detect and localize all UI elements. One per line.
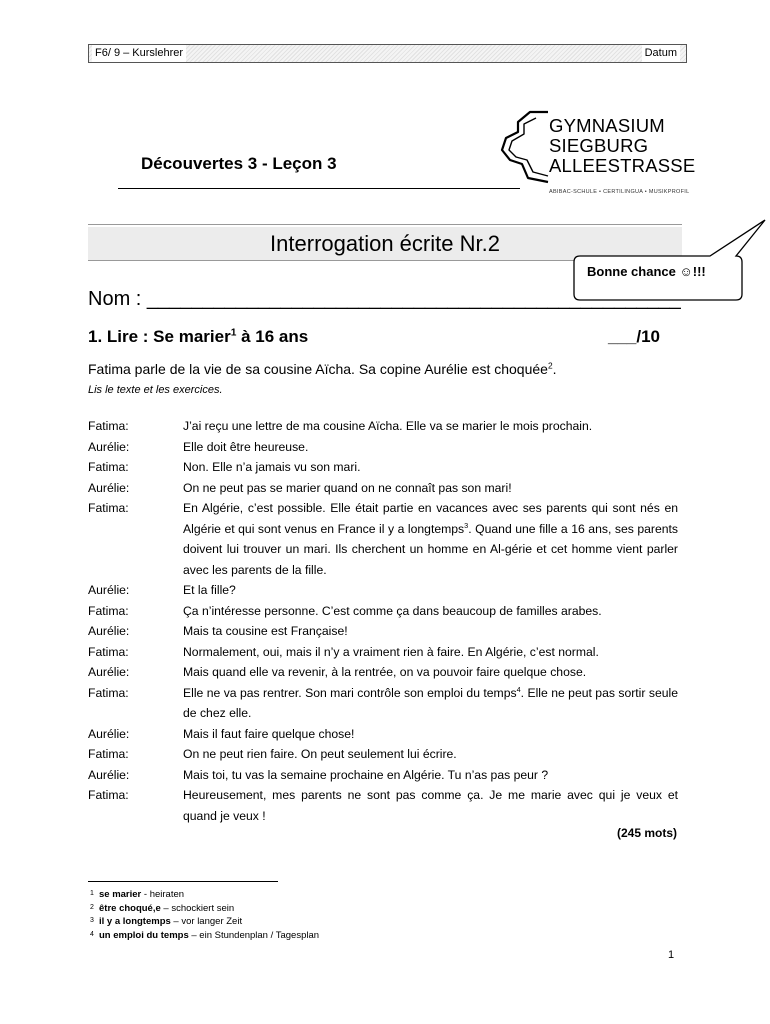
footnote-number: 2 xyxy=(90,903,94,911)
name-field-label: Nom : ________________________________________________ xyxy=(88,288,681,310)
dialog-utterance: Mais il faut faire quelque chose! xyxy=(183,726,355,741)
speaker-name: Aurélie: xyxy=(88,767,130,782)
dialog-line xyxy=(88,437,678,458)
dialog-line xyxy=(88,724,678,745)
footnote xyxy=(90,888,319,902)
course-title: Découvertes 3 - Leçon 3 xyxy=(141,154,337,173)
header-date-label: Datum xyxy=(642,45,680,62)
exam-title-banner: Interrogation écrite Nr.2 xyxy=(88,227,682,261)
dialog-line xyxy=(88,744,678,765)
logo-line-1: GYMNASIUM xyxy=(549,115,665,136)
intro-text: Fatima parle de la vie de sa cousine Aïcha. Sa copine Aurélie est choquée xyxy=(88,361,548,377)
dialog-utterance: Normalement, oui, mais il n’y a vraiment rien à faire. En Algérie, c’est normal. xyxy=(183,644,599,659)
utterance-part: . Quand une fille a 16 ans, ses parents doivent lui trouver un mari. Ils cherchent un homme en Al-gérie et cet homme vient parler avec les parents de la fille. xyxy=(183,521,678,577)
footnote-term: être choqué,e xyxy=(99,902,161,914)
footnote-gloss: – ein Stundenplan / Tagesplan xyxy=(188,929,320,941)
footnotes xyxy=(90,888,319,942)
word-count: (245 mots) xyxy=(616,826,677,840)
speaker-name: Fatima: xyxy=(88,603,129,618)
page-number: 1 xyxy=(668,949,675,961)
speaker-name: Fatima: xyxy=(88,644,129,659)
section-title-text-end: à 16 ans xyxy=(236,327,309,346)
dialog-utterance xyxy=(183,683,678,724)
speaker-name: Aurélie: xyxy=(88,624,130,638)
dialog-utterance: Elle doit être heureuse. xyxy=(183,439,309,454)
utterance-part: . Elle ne peut pas sortir seule de chez elle. xyxy=(183,685,679,720)
dialog-utterance: J’ai reçu une lettre de ma cousine Aïcha. Elle va se marier le mois prochain. xyxy=(183,419,593,433)
footnote-number: 4 xyxy=(90,930,94,938)
header-course-label: F6/ 9 – Kurslehrer xyxy=(92,45,186,62)
footnote-gloss: – vor langer Zeit xyxy=(170,916,243,928)
speaker-name: Aurélie: xyxy=(88,726,130,741)
dialog-utterance: Ça n’intéresse personne. C’est comme ça dans beaucoup de familles arabes. xyxy=(183,603,602,618)
section-title-text: 1. Lire : Se marier xyxy=(88,327,231,346)
logo-line-2: SIEGBURG xyxy=(549,135,649,156)
dialog-utterance: Mais toi, tu vas la semaine prochaine en Algérie. Tu n’as pas peur ? xyxy=(183,767,549,782)
speaker-name: Fatima: xyxy=(88,685,129,700)
dialog-line xyxy=(88,457,678,478)
dialog-utterance: Mais quand elle va revenir, à la rentrée, on va pouvoir faire quelque chose. xyxy=(183,665,587,679)
dialog-line xyxy=(88,642,678,663)
speaker-name: Aurélie: xyxy=(88,439,130,454)
course-title-underline xyxy=(118,188,520,189)
school-logo-text xyxy=(549,116,695,176)
section-title-footnote-ref: 1 xyxy=(230,327,237,339)
speaker-name: Aurélie: xyxy=(88,583,130,597)
dialog-line xyxy=(88,765,678,786)
intro-footnote-ref: 2 xyxy=(547,360,553,371)
footnote-rule xyxy=(88,881,278,882)
dialog-utterance: Et la fille? xyxy=(183,583,236,597)
dialog-utterance: On ne peut pas se marier quand on ne connaît pas son mari! xyxy=(183,480,512,495)
utterance-part: Elle ne va pas rentrer. Son mari contrôle son emploi du temps xyxy=(183,685,517,700)
instruction-text: Lis le texte et les exercices. xyxy=(88,384,223,396)
speech-bubble-text: Bonne chance ☺!!! xyxy=(587,264,706,279)
dialog-line xyxy=(88,601,678,622)
dialog-text xyxy=(88,416,678,826)
dialog-utterance: On ne peut rien faire. On peut seulement lui écrire. xyxy=(183,747,457,761)
footnote-ref: 3 xyxy=(464,520,469,530)
footnote xyxy=(90,929,319,943)
footnote xyxy=(90,915,319,929)
dialog-line xyxy=(88,416,678,437)
dialog-line xyxy=(88,662,678,683)
dialog-line xyxy=(88,478,678,499)
section-score: ___/10 xyxy=(608,327,660,346)
school-logo-icon xyxy=(496,108,556,188)
footnote-ref: 4 xyxy=(516,684,521,694)
speaker-name: Aurélie: xyxy=(88,665,130,679)
dialog-utterance: Mais ta cousine est Française! xyxy=(183,624,348,638)
dialog-line xyxy=(88,621,678,642)
page-header-bar xyxy=(88,44,687,63)
speaker-name: Fatima: xyxy=(88,788,129,802)
speaker-name: Fatima: xyxy=(88,419,129,433)
speaker-name: Fatima: xyxy=(88,501,129,515)
speaker-name: Fatima: xyxy=(88,460,129,474)
speaker-name: Aurélie: xyxy=(88,480,130,495)
intro-paragraph xyxy=(88,361,557,377)
footnote-gloss: - heiraten xyxy=(141,889,185,900)
dialog-utterance: Non. Elle n’a jamais vu son mari. xyxy=(183,460,361,474)
section-title xyxy=(88,327,308,347)
footnote-number: 1 xyxy=(90,890,94,897)
dialog-utterance: Heureusement, mes parents ne sont pas comme ça. Je me marie avec qui je veux et quand je veux ! xyxy=(183,788,678,823)
footnote-term: se marier xyxy=(99,889,142,900)
school-logo-tagline: ABIBAC-SCHULE • CERTILINGUA • MUSIKPROFIL xyxy=(549,189,690,195)
footnote-term: il y a longtemps xyxy=(99,916,171,928)
footnote xyxy=(90,902,319,916)
intro-text-end: . xyxy=(552,361,557,377)
speaker-name: Fatima: xyxy=(88,747,129,761)
footnote-number: 3 xyxy=(90,917,94,925)
utterance-part: En Algérie, c’est possible. Elle était partie en vacances avec ses parents qui sont nés en Algérie et qui sont venus en France il y a longtemps xyxy=(183,501,678,536)
dialog-line xyxy=(88,498,678,580)
logo-line-3: ALLEESTRASSE xyxy=(549,155,696,176)
footnote-gloss: – schockiert sein xyxy=(160,902,235,914)
dialog-line xyxy=(88,785,678,826)
dialog-utterance xyxy=(183,498,678,580)
footnote-term: un emploi du temps xyxy=(99,929,189,941)
dialog-line xyxy=(88,580,678,601)
dialog-line xyxy=(88,683,678,724)
